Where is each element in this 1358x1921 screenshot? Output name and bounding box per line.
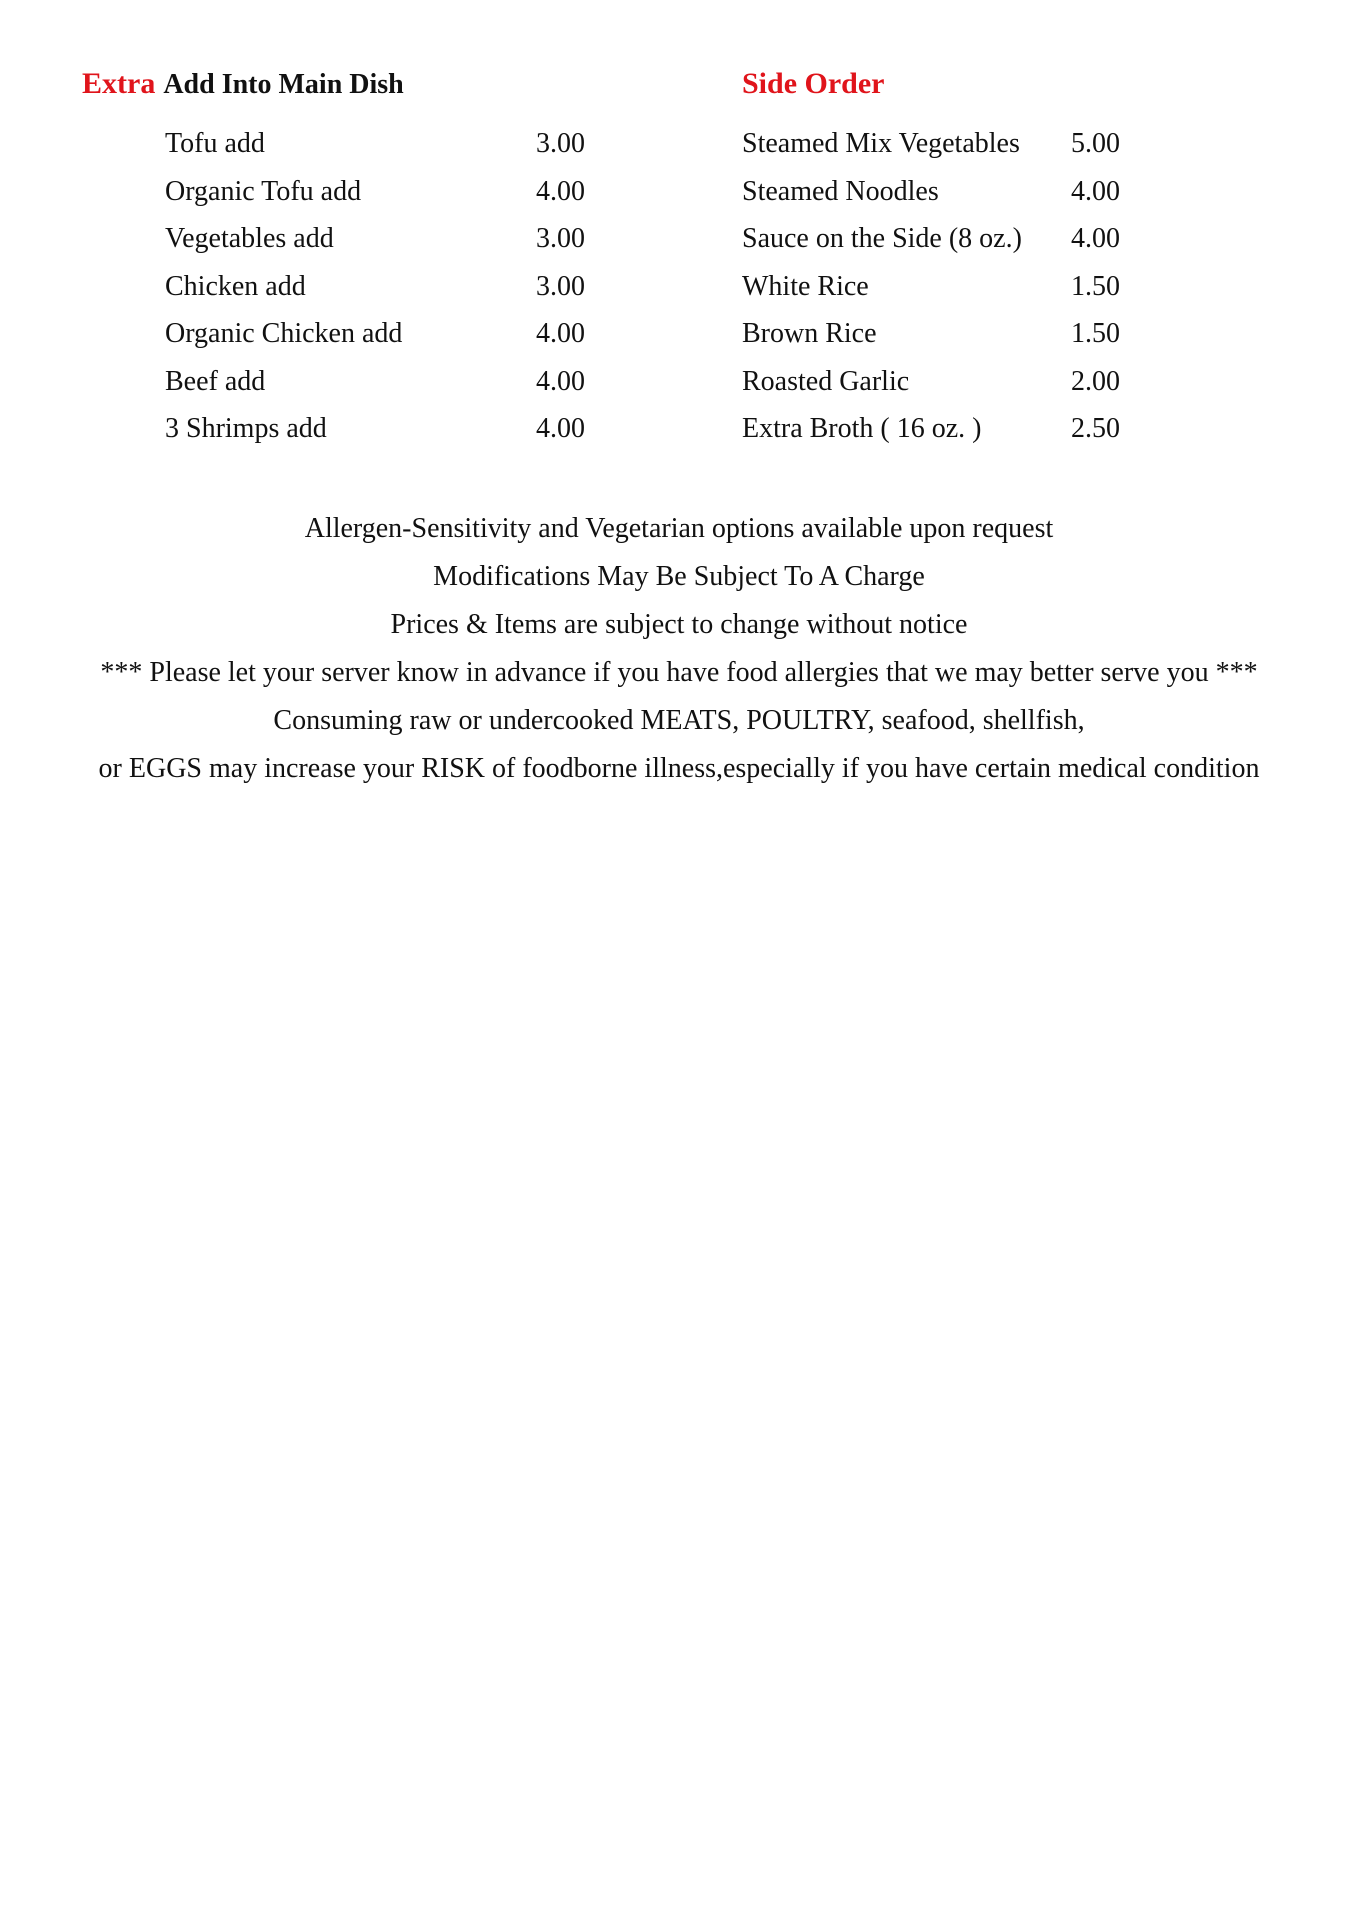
list-item [742, 168, 1142, 216]
list-item [165, 168, 605, 216]
list-item [742, 310, 1142, 358]
extra-heading-label: Extra [82, 67, 156, 100]
item-name: Organic Chicken add [165, 318, 403, 349]
list-item [165, 215, 605, 263]
item-price: 4.00 [1071, 175, 1120, 207]
food-allergy-note: *** Please let your server know in advance if you have food allergies that we may better serve you *** [100, 657, 1258, 688]
item-name: Tofu add [165, 128, 265, 159]
item-price: 4.00 [536, 318, 585, 349]
extra-items-list [165, 120, 605, 453]
list-item [742, 120, 1142, 168]
item-name: Beef add [165, 365, 266, 397]
item-price: 1.50 [1071, 318, 1120, 349]
side-order-items-list [742, 120, 1142, 453]
price-change-note: Prices & Items are subject to change without notice [390, 609, 968, 640]
modifications-note: Modifications May Be Subject To A Charge [433, 561, 925, 592]
consumer-advisory-line-1: Consuming raw or undercooked MEATS, POULTRY, seafood, shellfish, [273, 705, 1085, 736]
item-price: 1.50 [1071, 270, 1120, 302]
list-item [165, 120, 605, 168]
item-name: Organic Tofu add [165, 175, 362, 207]
item-price: 5.00 [1071, 128, 1120, 159]
item-name: Sauce on the Side (8 oz.) [742, 223, 1022, 254]
item-price: 3.00 [536, 128, 585, 159]
item-name: Chicken add [165, 270, 306, 302]
item-name: White Rice [742, 270, 869, 302]
item-price: 3.00 [536, 270, 585, 302]
item-price: 4.00 [536, 413, 585, 444]
consumer-advisory-line-2: or EGGS may increase your RISK of foodborne illness,especially if you have certain medical condition [98, 753, 1260, 784]
list-item [165, 405, 605, 453]
item-name: Steamed Mix Vegetables [742, 128, 1020, 159]
item-name: Vegetables add [165, 223, 334, 254]
allergen-options-note: Allergen-Sensitivity and Vegetarian options available upon request [304, 513, 1054, 544]
list-item [742, 215, 1142, 263]
list-item [165, 358, 605, 406]
item-price: 4.00 [1071, 223, 1120, 254]
side-order-heading: Side Order [742, 67, 885, 100]
list-item [165, 310, 605, 358]
list-item [742, 358, 1142, 406]
item-name: 3 Shrimps add [165, 413, 327, 444]
item-name: Extra Broth ( 16 oz. ) [742, 413, 982, 444]
extra-section-heading [82, 64, 404, 105]
extra-heading-subtitle: Add Into Main Dish [163, 69, 404, 100]
menu-notes [40, 505, 1318, 793]
item-price: 4.00 [536, 365, 585, 397]
item-price: 2.50 [1071, 413, 1120, 444]
item-price: 3.00 [536, 223, 585, 254]
list-item [742, 405, 1142, 453]
item-price: 2.00 [1071, 365, 1120, 397]
item-name: Steamed Noodles [742, 175, 939, 207]
item-name: Roasted Garlic [742, 365, 910, 397]
item-price: 4.00 [536, 175, 585, 207]
list-item [165, 263, 605, 311]
list-item [742, 263, 1142, 311]
item-name: Brown Rice [742, 318, 877, 349]
